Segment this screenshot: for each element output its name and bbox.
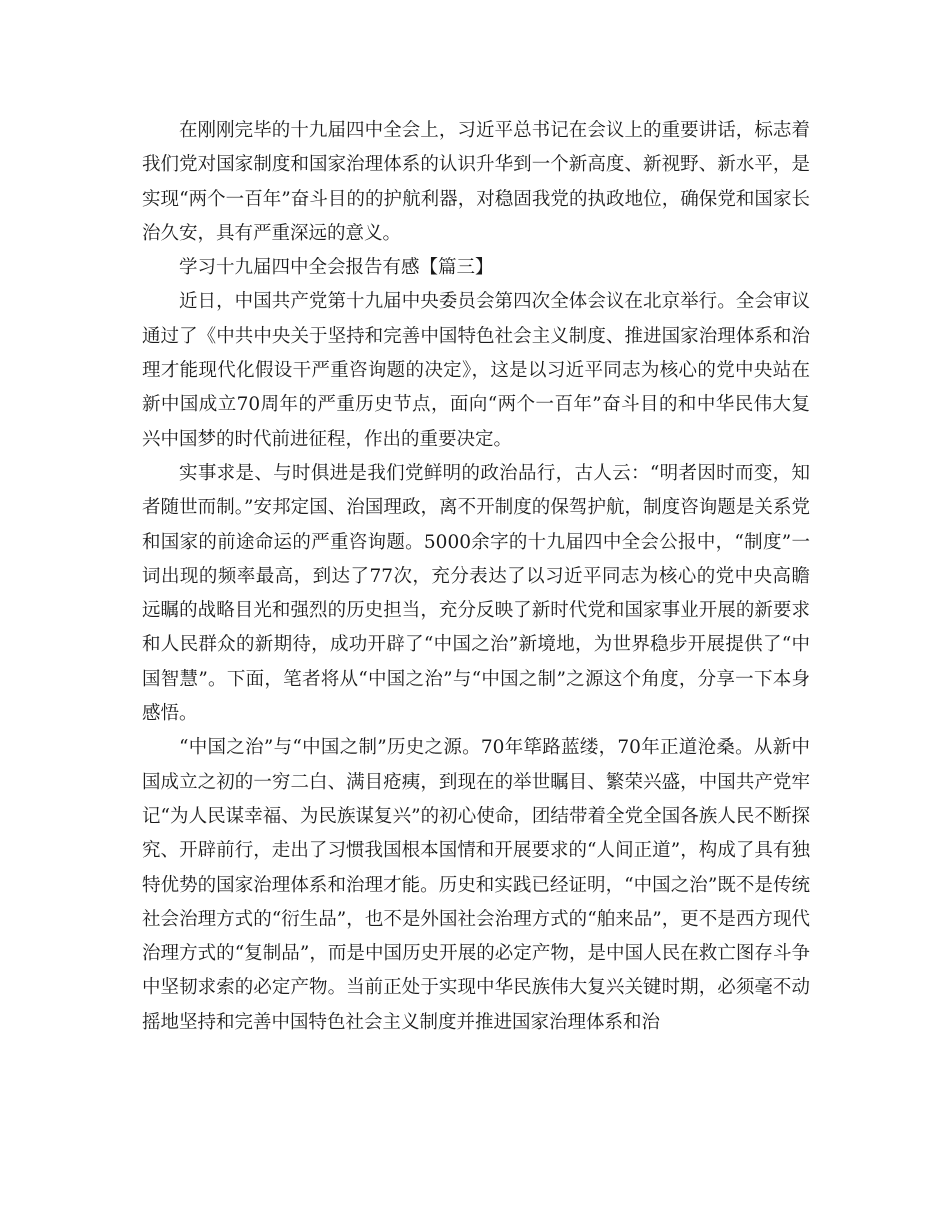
paragraph-system: 实事求是、与时俱进是我们党鲜明的政治品行，古人云：“明者因时而变，知者随世而制。”安邦定国、治国理政，离不开制度的保驾护航，制度咨询题是关系党和国家的前途命运的严重咨询题。5000余字的十九届四中全会公报中，“制度”一词出现的频率最高，到达了77次，充分表达了以习近平同志为核心的党中央高瞻远瞩的战略目光和强烈的历史担当，充分反映了新时代党和国家事业开展的新要求和人民群众的新期待，成功开辟了“中国之治”新境地，为世界稳步开展提供了“中国智慧”。下面，笔者将从“中国之治”与“中国之制”之源这个角度，分享一下本身感悟。: [142, 462, 810, 725]
document-body: [142, 114, 810, 1040]
paragraph-plenary: 近日，中国共产党第十九届中央委员会第四次全体会议在北京举行。全会审议通过了《中共中央关于坚持和完善中国特色社会主义制度、推进国家治理体系和治理才能现代化假设干严重咨询题的决定》，这是以习近平同志为核心的党中央站在新中国成立70周年的严重历史节点，面向“两个一百年”奋斗目的和中华民伟大复兴中国梦的时代前进征程，作出的重要决定。: [142, 291, 810, 450]
section-heading: 学习十九届四中全会报告有感【篇三】: [179, 257, 494, 279]
paragraph-intro: 在刚刚完毕的十九届四中全会上，习近平总书记在会议上的重要讲话，标志着我们党对国家制度和国家治理体系的认识升华到一个新高度、新视野、新水平，是实现“两个一百年”奋斗目的的护航利器，对稳固我党的执政地位，确保党和国家长治久安，具有严重深远的意义。: [142, 120, 810, 244]
paragraph-history: “中国之治”与“中国之制”历史之源。70年筚路蓝缕，70年正道沧桑。从新中国成立之初的一穷二白、满目疮痍，到现在的举世瞩目、繁荣兴盛，中国共产党牢记“为人民谋幸福、为民族谋复兴”的初心使命，团结带着全党全国各族人民不断探究、开辟前行，走出了习惯我国根本国情和开展要求的“人间正道”，构成了具有独特优势的国家治理体系和治理才能。历史和实践已经证明，“中国之治”既不是传统社会治理方式的“衍生品”，也不是外国社会治理方式的“舶来品”，更不是西方现代治理方式的“复制品”，而是中国历史开展的必定产物，是中国人民在救亡图存斗争中坚韧求索的必定产物。当前正处于实现中华民族伟大复兴关键时期，必须毫不动摇地坚持和完善中国特色社会主义制度并推进国家治理体系和治: [142, 737, 810, 1033]
